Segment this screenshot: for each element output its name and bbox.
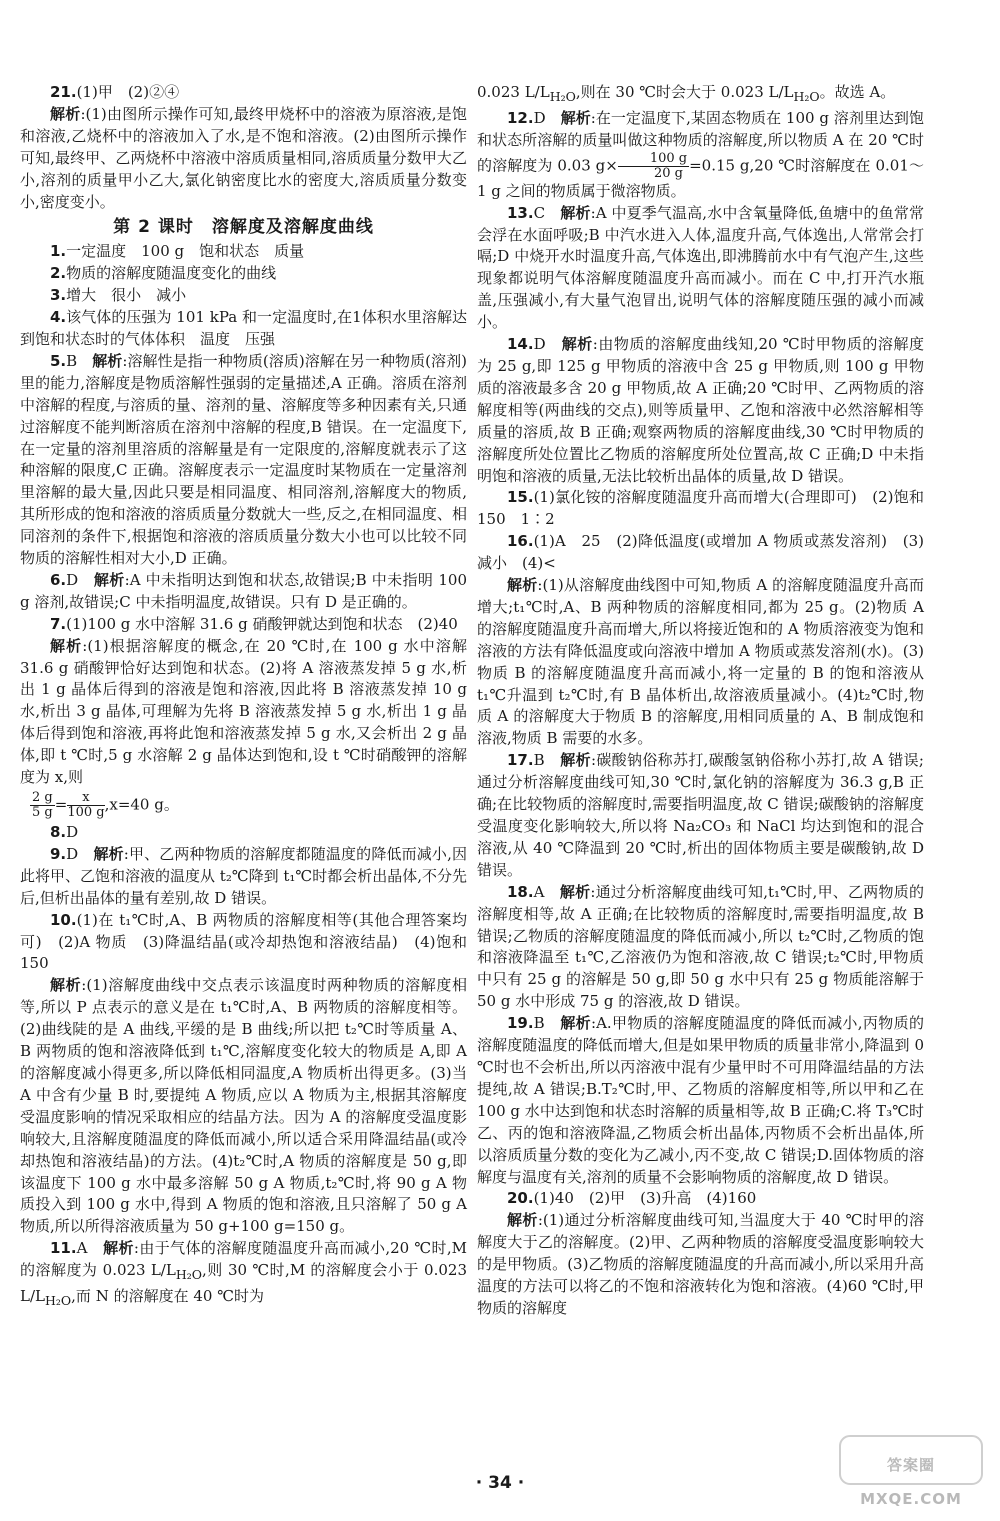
answer-item: 12.D 解析:在一定温度下,某固态物质在 100 g 溶剂里达到饱和状态所溶解的质量叫做这种物质的溶解度,所以物质 A 在 20 ℃时的溶解度为 0.03 g× $\frac{100 g}{20 g}$ =0.15 g,20 ℃时溶解度在 0.01～1 g 之间的物质属于微溶物质。: [477, 108, 924, 200]
analysis-text: :(1)根据溶解度的概念,在 20 ℃时,在 100 g 水中溶解 31.6 g 硝酸钾恰好达到饱和状态。(2)将 A 溶液蒸发掉 5 g 水,析出 1 g 晶体后得到的溶液是饱和溶液,因此将 B 溶液蒸发掉 10 g 水,析出 3 g 晶体,可理解为先将 B 溶液蒸发掉 5 g 水,析出 1 g 晶体后得到饱和溶液,再将此饱和溶液蒸发掉 5 g 水,又会析出 2 g 晶体,即 t ℃时,5 g 水溶解 2 g 晶体达到饱和,设 t ℃时硝酸钾的溶解度为 x,则: [20, 636, 467, 787]
analysis-label: 解析: [559, 882, 591, 901]
analysis-label: 解析: [92, 351, 123, 370]
answer-item: 15.(1)氯化铵的溶解度随温度升高而增大(合理即可) (2)饱和 150 1∶2: [477, 488, 940, 529]
analysis-label: 解析: [560, 203, 591, 222]
analysis-label: 解析: [561, 335, 593, 354]
item-number: 5.: [50, 351, 67, 370]
answer-item: 16.(1)A 25 (2)降低温度(或增加 A 物质或蒸发溶剂) (3)减小 (4)<: [477, 532, 924, 573]
item-number: 7.: [50, 614, 67, 633]
watermark-line2: MXQE.COM: [860, 1490, 962, 1508]
answer-item: 20.(1)40 (2)甲 (3)升高 (4)160: [507, 1189, 757, 1208]
answer-item: 7.(1)100 g 水中溶解 31.6 g 硝酸钾就达到饱和状态 (2)40: [50, 614, 458, 633]
analysis-label: 解析: [50, 976, 82, 995]
answer-item: 5.B 解析:溶解性是指一种物质(溶质)溶解在另一种物质(溶剂)里的能力,溶解度是物质溶解性强弱的定量描述,A 正确。溶质在溶剂中溶解的程度,与溶质的量、溶剂的量、溶解度等多种因素有关,只通过溶解度不能判断溶质在溶剂中溶解的程度,B 错误。在一定温度下,在一定量的溶剂里溶质的溶解量是有一定限度的,溶解度就表示了这种溶解的限度,C 正确。溶解度表示一定温度时某物质在一定量溶剂里溶解的最大量,因此只要是相同温度、相同溶剂,溶解度大的物质,其所形成的饱和溶液的溶质质量分数就大一些,反之,在相同温度、相同溶剂的条件下,根据饱和溶液的溶质质量分数大小也可以比较不同物质的溶解性相对大小,D 正确。: [20, 351, 467, 568]
watermark-line1: 答案圈: [886, 1456, 936, 1474]
analysis-text: :由物质的溶解度曲线知,20 ℃时甲物质的溶解度为 25 g,即 125 g 甲物质的溶液中含 25 g 甲物质,则 100 g 甲物质的溶液最多含 20 g 甲物质,故 A 正确;20 ℃时甲、乙两物质的溶解度相等(两曲线的交点),则等质量甲、乙饱和溶液中必然溶解相等质量的溶质,故 B 正确;观察两物质的溶解度曲线,30 ℃时甲物质的溶解度所处位置比乙物质的溶解度所处位置高,故 C 正确;D 中未指明饱和溶液的质量,无法比较析出晶体的质量,故 D 错误。: [477, 335, 924, 485]
item-number: 15.: [507, 488, 534, 507]
analysis-text: :碳酸钠俗称苏打,碳酸氢钠俗称小苏打,故 A 错误;通过分析溶解度曲线可知,30 ℃时,氯化钠的溶解度为 36.3 g,B 正确;在比较物质的溶解度时,需要指明温度,故 C 错误;碳酸钠的溶解度受温度变化影响较大,所以将 Na₂CO₃ 和 NaCl 均达到饱和的混合溶液,从 40 ℃降温到 20 ℃时,析出的固体物质主要是碳酸钠,故 D 错误。: [477, 751, 924, 879]
answer-item: 2.物质的溶解度随温度变化的曲线: [50, 264, 277, 283]
item-number: 17.: [507, 751, 534, 770]
analysis-text: :(1)由图所示操作可知,最终甲烧杯中的溶液为原溶液,是饱和溶液,乙烧杯中的溶液加入了水,是不饱和溶液。(2)由图所示操作可知,最终甲、乙两烧杯中溶液中溶质质量相同,溶质质量分数甲大乙小,溶剂的质量甲小乙大,氯化钠密度比水的密度大,溶质质量分数变小,密度变小。: [20, 104, 467, 211]
fraction: [618, 152, 689, 181]
analysis-text: :甲、乙两种物质的溶解度都随温度的降低而减小,因此将甲、乙饱和溶液的温度从 t₂℃降到 t₁℃时都会析出晶体,不分先后,但析出晶体的量有差别,故 D 错误。: [20, 844, 467, 907]
answer-item: [20, 975, 467, 1238]
item-number: 11.: [50, 1239, 77, 1258]
answer-item: 3.增大 很小 减小: [50, 286, 187, 305]
fraction: [67, 791, 104, 820]
item-number: 10.: [50, 910, 77, 929]
item-number: 18.: [507, 882, 534, 901]
item-number: 12.: [507, 108, 534, 127]
analysis-label: 解析: [50, 104, 81, 123]
item-number: 4.: [50, 308, 67, 327]
analysis-label: 解析: [507, 1211, 538, 1230]
page-number: · 34 ·: [475, 1473, 525, 1493]
item-number: 8.: [50, 823, 67, 841]
item-number: 21.: [50, 83, 77, 101]
analysis-label: 解析: [93, 570, 125, 589]
answer-item: [20, 104, 467, 214]
fraction: [30, 791, 55, 820]
fraction-numerator: x: [67, 791, 104, 806]
answer-item: 1.一定温度 100 g 饱和状态 质量: [50, 242, 305, 261]
analysis-label: 解析: [560, 108, 591, 127]
lesson-title: 第 2 课时 溶解度及溶解度曲线: [113, 217, 374, 238]
answer-item: [477, 575, 924, 750]
answer-item: 14.D 解析:由物质的溶解度曲线知,20 ℃时甲物质的溶解度为 25 g,即 125 g 甲物质的溶液中含 25 g 甲物质,则 100 g 甲物质的溶液最多含 20 g 甲物质,故 A 正确;20 ℃时甲、乙两物质的溶解度相等(两曲线的交点),则等质量甲、乙饱和溶液中必然溶解相等质量的溶质,故 B 正确;观察两物质的溶解度曲线,30 ℃时甲物质的溶解度所处位置比乙物质的溶解度所处位置高,故 C 正确;D 中未指明饱和溶液的质量,无法比较析出晶体的质量,故 D 错误。: [477, 335, 924, 485]
item-number: 13.: [507, 203, 534, 222]
answer-item: 18.A 解析:通过分析溶解度曲线可知,t₁℃时,甲、乙两物质的溶解度相等,故 A 正确;在比较物质的溶解度时,需要指明温度,故 B 错误;乙物质的溶解度随温度的降低而减小,所以 t₂℃时,乙物质的饱和溶液降温至 t₁℃,乙溶液仍为饱和溶液,故 C 错误;t₂℃时,甲物质中只有 25 g 的溶解是 50 g,即 50 g 水中只有 25 g 物质能溶解于 50 g 水中形成 75 g 的溶液,故 D 错误。: [477, 882, 924, 1011]
answer-item: [477, 1210, 924, 1320]
answer-item: 13.C 解析:A 中夏季气温高,水中含氧量降低,鱼塘中的鱼常常会浮在水面呼吸;B 中汽水进入人体,温度升高,气体逸出,人常常会打嗝;D 中烧开水时温度升高,气体逸出,即沸腾前水中有气泡产生,这些现象都说明气体溶解度随温度升高而减小。而在 C 中,打开汽水瓶盖,压强减小,有大量气泡冒出,说明气体的溶解度随压强的减小而减小。: [477, 203, 924, 332]
watermark-logo: [836, 1432, 986, 1512]
analysis-text: :(1)溶解度曲线中交点表示该温度时两种物质的溶解度相等,所以 P 点表示的意义是在 t₁℃时,A、B 两物质的溶解度相等。(2)曲线陡的是 A 曲线,平缓的是 B 曲线;所以把 t₂℃时等质量 A、B 两物质的饱和溶液降低到 t₁℃,溶解度变化较大的物质是 A,即 A 的溶解度减小得更多,所以降低相同温度,A 物质析出得更多。(3)当 A 中含有少量 B 时,要提纯 A 物质,应以 A 物质为主,根据其溶解度受温度影响的情况采取相应的结晶方法。因为 A 的溶解度受温度影响较大,且溶解度随温度的降低而减小,所以适合采用降温结晶(或冷却热饱和溶液结晶)的方法。(4)t₂℃时,A 物质的溶解度是 50 g,即该温度下 100 g 水中最多溶解 50 g A 物质,t₂℃时,将 90 g A 物质投入到 100 g 水中,得到 A 物质的饱和溶液,且只溶解了 50 g A 物质,所以所得溶液质量为 50 g+100 g=150 g。: [20, 976, 467, 1236]
analysis-text: :通过分析溶解度曲线可知,t₁℃时,甲、乙两物质的溶解度相等,故 A 正确;在比较物质的溶解度时,需要指明温度,故 B 错误;乙物质的溶解度随温度的降低而减小,所以 t₂℃时,乙物质的饱和溶液降温至 t₁℃,乙溶液仍为饱和溶液,故 C 错误;t₂℃时,甲物质中只有 25 g 的溶解是 50 g,即 50 g 水中只有 25 g 物质能溶解于 50 g 水中形成 75 g 的溶液,故 D 错误。: [477, 882, 924, 1011]
right-column: [477, 82, 940, 1320]
answer-item: 19.B 解析:A.甲物质的溶解度随温度的降低而减小,丙物质的溶解度随温度的降低而增大,但是如果甲物质的质量非常小,降温到 0 ℃时也不会析出,所以丙溶液中混有少量甲时不可用降温结晶的方法提纯,故 A 错误;B.T₂℃时,甲、乙物质的溶解度相等,所以甲和乙在 100 g 水中达到饱和状态时溶解的质量相等,故 B 正确;C.将 T₃℃时乙、丙的饱和溶液降温,乙物质会析出晶体,丙物质不会析出晶体,所以溶质质量分数的变化为乙减小,丙不变,故 C 错误;D.固体物质的溶解度与温度有关,溶剂的质量不会影响物质的溶解度,故 D 错误。: [477, 1014, 924, 1186]
analysis-label: 解析: [93, 844, 124, 863]
item-number: 2.: [50, 264, 67, 283]
analysis-text: :(1)从溶解度曲线图中可知,物质 A 的溶解度随温度升高而增大;t₁℃时,A、B 两种物质的溶解度相同,都为 25 g。(2)物质 A 的溶解度随温度升高而增大,所以将接近饱和的 A 物质溶液变为饱和溶液的方法有降低温度或向溶液中增加 A 物质或蒸发溶剂(水)。(3)物质 B 的溶解度随温度升高而减小,将一定量的 B 的饱和溶液从 t₁℃升温到 t₂℃时,有 B 晶体析出,故溶液质量减小。(4)t₂℃时,物质 A 的溶解度大于物质 B 的溶解度,用相同质量的 A、B 制成饱和溶液,物质 B 需要的水多。: [477, 576, 924, 748]
answer-item: 21.(1)甲 (2)②④: [50, 83, 180, 101]
left-column: [20, 82, 483, 1312]
continued-text: 0.023 $L/L_{H_2O}$,则在 30 ℃时会大于 0.023 $L/L_{H_2O}$。故选 A。: [477, 83, 896, 104]
answer-item: 17.B 解析:碳酸钠俗称苏打,碳酸氢钠俗称小苏打,故 A 错误;通过分析溶解度曲线可知,30 ℃时,氯化钠的溶解度为 36.3 g,B 正确;在比较物质的溶解度时,需要指明温度,故 C 错误;碳酸钠的溶解度受温度变化影响较大,所以将 Na₂CO₃ 和 NaCl 均达到饱和的混合溶液,从 40 ℃降温到 20 ℃时,析出的固体物质主要是碳酸钠,故 D 错误。: [477, 751, 924, 879]
analysis-label: 解析: [560, 751, 591, 770]
item-number: 19.: [507, 1014, 534, 1033]
answer-item: 6.D 解析:A 中未指明达到饱和状态,故错误;B 中未指明 100 g 溶剂,故错误;C 中未指明温度,故错误。只有 D 是正确的。: [20, 570, 467, 611]
analysis-text: :A 中夏季气温高,水中含氧量降低,鱼塘中的鱼常常会浮在水面呼吸;B 中汽水进入人体,温度升高,气体逸出,人常常会打嗝;D 中烧开水时温度升高,气体逸出,即沸腾前水中有气泡产生,这些现象都说明气体溶解度随温度升高而减小。而在 C 中,打开汽水瓶盖,压强减小,有大量气泡冒出,说明气体的溶解度随压强的减小而减小。: [477, 203, 924, 332]
analysis-text: :(1)通过分析溶解度曲线可知,当温度大于 40 ℃时甲的溶解度大于乙的溶解度。(2)甲、乙两种物质的溶解度受温度影响较大的是甲物质。(3)乙物质的溶解度随温度的升高而减小,所以采用升高温度的方法可以将乙的不饱和溶液转化为饱和溶液。(4)60 ℃时,甲物质的溶解度: [477, 1211, 924, 1317]
analysis-text: :由于气体的溶解度随温度升高而减小,20 ℃时,M 的溶解度为 0.023 $L/L_{H_2O}$,则 30 ℃时,M 的溶解度会小于 0.023 $L/L_{H_2O}$,而 N 的溶解度在 40 ℃时为: [20, 1239, 467, 1309]
analysis-text: :A 中未指明达到饱和状态,故错误;B 中未指明 100 g 溶剂,故错误;C 中未指明温度,故错误。只有 D 是正确的。: [20, 570, 467, 611]
analysis-text: :A.甲物质的溶解度随温度的降低而减小,丙物质的溶解度随温度的降低而增大,但是如果甲物质的质量非常小,降温到 0 ℃时也不会析出,所以丙溶液中混有少量甲时不可用降温结晶的方法提纯,故 A 错误;B.T₂℃时,甲、乙物质的溶解度相等,所以甲和乙在 100 g 水中达到饱和状态时溶解的质量相等,故 B 正确;C.将 T₃℃时乙、丙的饱和溶液降温,乙物质会析出晶体,丙物质不会析出晶体,所以溶质质量分数的变化为乙减小,丙不变,故 C 错误;D.固体物质的溶解度与温度有关,溶剂的质量不会影响物质的溶解度,故 D 错误。: [477, 1014, 924, 1186]
item-number: 3.: [50, 286, 67, 305]
fraction-denominator: 20 g: [653, 165, 683, 181]
analysis-text: :溶解性是指一种物质(溶质)溶解在另一种物质(溶剂)里的能力,溶解度是物质溶解性强弱的定量描述,A 正确。溶质在溶剂中溶解的程度,与溶质的量、溶剂的量、溶解度等多种因素有关,只通过溶解度不能判断溶质在溶剂中溶解的程度,B 错误。在一定温度下,在一定量的溶剂里溶质的溶解量是有一定限度的,溶解度就表示了这种溶解的限度,C 正确。溶解度表示一定温度时某物质在一定量溶剂里溶解的最大量,因此只要是相同温度、相同溶剂,溶解度大的物质,其所形成的饱和溶液的溶质质量分数就大一些,反之,在相同温度、相同溶剂的条件下,根据饱和溶液的溶质质量分数大小也可以比较不同物质的溶解性相对大小,D 正确。: [20, 351, 467, 568]
analysis-label: 解析: [507, 576, 538, 595]
item-number: 9.: [50, 844, 67, 863]
answer-item: 11.A 解析:由于气体的溶解度随温度升高而减小,20 ℃时,M 的溶解度为 0.023 $L/L_{H_2O}$,则 30 ℃时,M 的溶解度会小于 0.023 $L/L_{H_2O}$,而 N 的溶解度在 40 ℃时为: [20, 1239, 467, 1309]
answer-item: [20, 636, 467, 789]
item-number: 14.: [507, 335, 534, 354]
answer-item: 8.D: [50, 823, 79, 841]
equation-q7: $\frac{2 g}{5 g}$ = $\frac{x}{100 g}$ ,x=40 g。: [32, 790, 179, 820]
fraction-denominator: 100 g: [67, 805, 105, 820]
item-number: 20.: [507, 1189, 534, 1208]
analysis-label: 解析: [103, 1239, 134, 1258]
answer-item: 4.该气体的压强为 101 kPa 和一定温度时,在1体积水里溶解达到饱和状态时的气体体积 温度 压强: [20, 308, 467, 348]
item-number: 1.: [50, 242, 67, 261]
answer-item: 10.(1)在 t₁℃时,A、B 两物质的溶解度相等(其他合理答案均可) (2)A 物质 (3)降温结晶(或冷却热饱和溶液结晶) (4)饱和 150: [20, 910, 483, 973]
fraction-numerator: 100 g: [618, 152, 689, 167]
fraction-denominator: 5 g: [32, 805, 53, 820]
item-number: 16.: [507, 532, 534, 551]
answer-item: 9.D 解析:甲、乙两种物质的溶解度都随温度的降低而减小,因此将甲、乙饱和溶液的温度从 t₂℃降到 t₁℃时都会析出晶体,不分先后,但析出晶体的量有差别,故 D 错误。: [20, 844, 467, 907]
item-number: 6.: [50, 570, 67, 589]
analysis-label: 解析: [50, 636, 83, 655]
analysis-label: 解析: [560, 1014, 592, 1033]
fraction-numerator: 2 g: [32, 790, 53, 805]
